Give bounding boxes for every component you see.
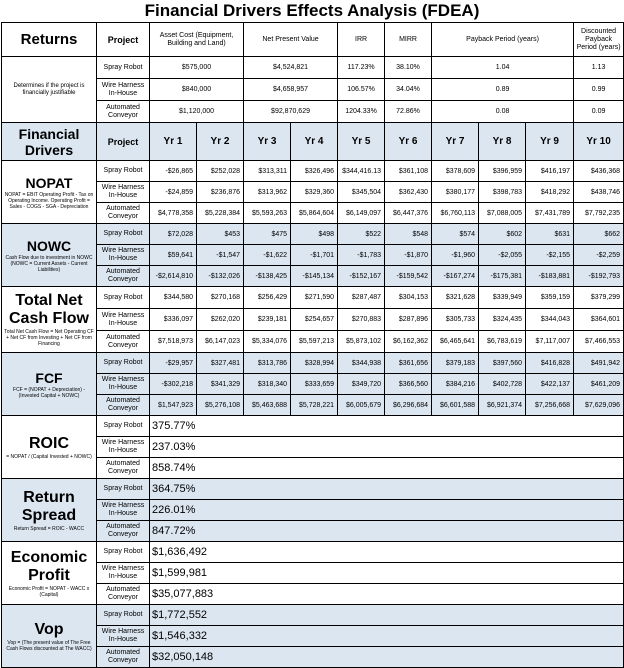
returns-col-project: Project xyxy=(97,23,150,57)
project-label: Wire Harness In-House xyxy=(97,309,150,331)
year-value: $1,547,923 xyxy=(150,395,197,416)
year-header: Yr 4 xyxy=(291,123,338,161)
project-label: Wire Harness In-House xyxy=(97,500,150,521)
year-value: -$29,957 xyxy=(150,353,197,374)
year-value: $364,601 xyxy=(574,309,624,331)
year-value: $475 xyxy=(244,224,291,245)
project-label: Automated Conveyor xyxy=(97,458,150,479)
year-value: $6,601,588 xyxy=(432,395,479,416)
returns-value: 1.13 xyxy=(574,57,624,79)
year-value: $361,108 xyxy=(385,161,432,182)
year-value: $345,504 xyxy=(338,182,385,203)
nowc-description: Cash Flow due to investment in NOWC (NOWC = Current Assets - Current Liabilities) xyxy=(5,254,93,273)
section-value: 847.72% xyxy=(150,521,624,542)
year-value: -$2,155 xyxy=(526,245,574,266)
year-value: $418,292 xyxy=(526,182,574,203)
year-value: $602 xyxy=(479,224,526,245)
data-row xyxy=(2,542,624,563)
year-value: $416,197 xyxy=(526,161,574,182)
year-value: $333,659 xyxy=(291,374,338,395)
nopat-description: NOPAT = EBIT Operating Profit - Tax on Operating Income. Operating Profit = Sales - COGS - SGA - Depreciation xyxy=(4,191,94,210)
year-value: $59,641 xyxy=(150,245,197,266)
year-value: $397,560 xyxy=(479,353,526,374)
year-value: $491,942 xyxy=(574,353,624,374)
project-label: Wire Harness In-House xyxy=(97,245,150,266)
project-label: Automated Conveyor xyxy=(97,203,150,224)
year-value: $344,580 xyxy=(150,287,197,309)
year-value: $339,949 xyxy=(479,287,526,309)
year-value: $362,430 xyxy=(385,182,432,203)
section-value: $1,636,492 xyxy=(150,542,624,563)
year-value: -$1,960 xyxy=(432,245,479,266)
returns-value: 1204.33% xyxy=(338,101,385,123)
project-label: Spray Robot xyxy=(97,57,150,79)
returns-value: $92,870,629 xyxy=(244,101,338,123)
year-value: $6,005,679 xyxy=(338,395,385,416)
total-net-cash-flow-section xyxy=(2,287,97,353)
year-value: $344,938 xyxy=(338,353,385,374)
year-value: $341,329 xyxy=(197,374,244,395)
year-header: Yr 9 xyxy=(526,123,574,161)
year-header: Yr 1 xyxy=(150,123,197,161)
project-label: Automated Conveyor xyxy=(97,521,150,542)
year-value: $416,828 xyxy=(526,353,574,374)
year-value: $422,137 xyxy=(526,374,574,395)
project-label: Automated Conveyor xyxy=(97,266,150,287)
year-value: -$132,026 xyxy=(197,266,244,287)
roic-heading: ROIC xyxy=(29,434,69,452)
year-value: $6,162,362 xyxy=(385,331,432,353)
section-value: 858.74% xyxy=(150,458,624,479)
returns-value: 0.89 xyxy=(432,79,574,101)
year-value: -$138,425 xyxy=(244,266,291,287)
year-value: -$1,783 xyxy=(338,245,385,266)
returns-value: 0.99 xyxy=(574,79,624,101)
returns-description: Determines if the project is financially justifiable xyxy=(13,83,85,96)
year-value: $328,994 xyxy=(291,353,338,374)
year-value: -$145,134 xyxy=(291,266,338,287)
data-row xyxy=(2,224,624,245)
section-value: 226.01% xyxy=(150,500,624,521)
returns-col-6: Discounted Payback Period (years) xyxy=(574,23,624,57)
project-label: Wire Harness In-House xyxy=(97,437,150,458)
economic-profit-section xyxy=(2,542,97,605)
total-net-cash-flow-heading: Total Net Cash Flow xyxy=(8,292,89,327)
fcf-heading: FCF xyxy=(35,369,63,386)
project-label: Spray Robot xyxy=(97,416,150,437)
year-value: $6,147,023 xyxy=(197,331,244,353)
returns-col-4: MIRR xyxy=(385,23,432,57)
year-value: $5,276,108 xyxy=(197,395,244,416)
drivers-header-row xyxy=(2,123,624,161)
year-value: $6,447,376 xyxy=(385,203,432,224)
project-label: Automated Conveyor xyxy=(97,584,150,605)
project-label: Spray Robot xyxy=(97,605,150,626)
data-row xyxy=(2,353,624,374)
returns-col-5: Payback Period (years) xyxy=(432,23,574,57)
year-value: $6,760,113 xyxy=(432,203,479,224)
project-label: Spray Robot xyxy=(97,542,150,563)
year-header: Yr 5 xyxy=(338,123,385,161)
year-value: $498 xyxy=(291,224,338,245)
returns-value: 117.23% xyxy=(338,57,385,79)
year-value: $344,043 xyxy=(526,309,574,331)
project-label: Wire Harness In-House xyxy=(97,563,150,584)
fdea-table xyxy=(1,22,624,668)
year-value: $7,792,235 xyxy=(574,203,624,224)
return-spread-description: Return Spread = ROIC - WACC xyxy=(13,525,85,532)
return-spread-heading: Return Spread xyxy=(21,488,77,524)
year-header: Yr 2 xyxy=(197,123,244,161)
year-value: $256,429 xyxy=(244,287,291,309)
project-label: Spray Robot xyxy=(97,287,150,309)
year-value: $5,463,688 xyxy=(244,395,291,416)
section-value: $1,772,552 xyxy=(150,605,624,626)
returns-row xyxy=(2,57,624,79)
returns-value: 106.57% xyxy=(338,79,385,101)
drivers-heading: Financial Drivers xyxy=(18,125,80,158)
year-value: $313,786 xyxy=(244,353,291,374)
year-value: -$175,381 xyxy=(479,266,526,287)
project-label: Wire Harness In-House xyxy=(97,79,150,101)
nowc-heading: NOWC xyxy=(26,237,72,254)
year-value: $7,518,973 xyxy=(150,331,197,353)
section-value: 375.77% xyxy=(150,416,624,437)
year-value: $379,183 xyxy=(432,353,479,374)
vop-section xyxy=(2,605,97,668)
fcf-section xyxy=(2,353,97,416)
year-value: -$1,622 xyxy=(244,245,291,266)
returns-value: 0.09 xyxy=(574,101,624,123)
returns-description-cell xyxy=(2,57,97,123)
year-value: $7,117,007 xyxy=(526,331,574,353)
returns-value: $1,120,000 xyxy=(150,101,244,123)
year-value: $239,181 xyxy=(244,309,291,331)
year-value: $7,629,096 xyxy=(574,395,624,416)
year-value: $336,097 xyxy=(150,309,197,331)
year-value: $380,177 xyxy=(432,182,479,203)
year-value: $438,746 xyxy=(574,182,624,203)
year-value: $384,216 xyxy=(432,374,479,395)
year-value: $327,481 xyxy=(197,353,244,374)
returns-value: 72.86% xyxy=(385,101,432,123)
year-value: $287,487 xyxy=(338,287,385,309)
year-value: -$183,881 xyxy=(526,266,574,287)
year-value: $324,435 xyxy=(479,309,526,331)
year-value: $359,159 xyxy=(526,287,574,309)
year-value: $344,416.13 xyxy=(338,161,385,182)
year-value: $287,896 xyxy=(385,309,432,331)
year-value: $662 xyxy=(574,224,624,245)
returns-value: 38.10% xyxy=(385,57,432,79)
year-value: -$1,547 xyxy=(197,245,244,266)
year-value: $461,209 xyxy=(574,374,624,395)
year-value: -$1,870 xyxy=(385,245,432,266)
project-label: Automated Conveyor xyxy=(97,647,150,668)
vop-description: Vop = (The present value of The Free Cash Flows discounted at The WACC) xyxy=(6,639,92,652)
year-value: $318,340 xyxy=(244,374,291,395)
year-value: $522 xyxy=(338,224,385,245)
year-value: $270,168 xyxy=(197,287,244,309)
year-value: $321,628 xyxy=(432,287,479,309)
page-title: Financial Drivers Effects Analysis (FDEA) xyxy=(144,1,480,20)
returns-col-2: Net Present Value xyxy=(244,23,338,57)
return-spread-section xyxy=(2,479,97,542)
year-value: $6,149,097 xyxy=(338,203,385,224)
year-value: $5,597,213 xyxy=(291,331,338,353)
year-value: $271,590 xyxy=(291,287,338,309)
year-header: Yr 8 xyxy=(479,123,526,161)
year-value: $631 xyxy=(526,224,574,245)
project-label: Spray Robot xyxy=(97,479,150,500)
year-value: $574 xyxy=(432,224,479,245)
roic-description: = NOPAT / (Capital Invested + NOWC) xyxy=(6,453,92,460)
year-value: $5,593,263 xyxy=(244,203,291,224)
returns-value: 1.04 xyxy=(432,57,574,79)
year-value: $5,873,102 xyxy=(338,331,385,353)
year-value: -$2,614,810 xyxy=(150,266,197,287)
vop-heading: Vop xyxy=(34,620,64,638)
year-value: -$159,542 xyxy=(385,266,432,287)
returns-col-1: Asset Cost (Equipment, Building and Land) xyxy=(150,23,244,57)
year-value: $6,465,641 xyxy=(432,331,479,353)
year-value: $7,088,005 xyxy=(479,203,526,224)
year-header: Yr 10 xyxy=(574,123,624,161)
year-value: $7,256,668 xyxy=(526,395,574,416)
project-label: Spray Robot xyxy=(97,161,150,182)
data-row xyxy=(2,416,624,437)
returns-value: $4,658,957 xyxy=(244,79,338,101)
drivers-section xyxy=(2,123,97,161)
project-label: Wire Harness In-House xyxy=(97,626,150,647)
year-value: $402,728 xyxy=(479,374,526,395)
year-value: $398,783 xyxy=(479,182,526,203)
year-value: $5,864,604 xyxy=(291,203,338,224)
fcf-description: FCF = (NOPAT + Depreciation) - (Invested Capital + NOWC) xyxy=(13,386,85,399)
year-value: $7,431,789 xyxy=(526,203,574,224)
section-value: $32,050,148 xyxy=(150,647,624,668)
section-value: 237.03% xyxy=(150,437,624,458)
year-value: -$2,259 xyxy=(574,245,624,266)
year-value: $270,883 xyxy=(338,309,385,331)
year-value: $262,020 xyxy=(197,309,244,331)
roic-section xyxy=(2,416,97,479)
year-value: -$152,167 xyxy=(338,266,385,287)
nopat-section xyxy=(2,161,97,224)
returns-heading-cell xyxy=(2,23,97,57)
project-label: Wire Harness In-House xyxy=(97,182,150,203)
project-label: Spray Robot xyxy=(97,224,150,245)
year-value: $5,728,221 xyxy=(291,395,338,416)
year-value: $349,720 xyxy=(338,374,385,395)
year-value: $6,783,619 xyxy=(479,331,526,353)
economic-profit-description: Economic Profit = NOPAT - WACC x (Capital) xyxy=(8,585,90,598)
year-value: $361,656 xyxy=(385,353,432,374)
year-value: $453 xyxy=(197,224,244,245)
year-header: Yr 7 xyxy=(432,123,479,161)
year-value: $5,228,384 xyxy=(197,203,244,224)
nowc-section xyxy=(2,224,97,287)
year-value: $379,299 xyxy=(574,287,624,309)
drivers-col-project: Project xyxy=(97,123,150,161)
year-value: $254,657 xyxy=(291,309,338,331)
section-value: $35,077,883 xyxy=(150,584,624,605)
year-value: -$1,701 xyxy=(291,245,338,266)
year-header: Yr 6 xyxy=(385,123,432,161)
year-value: $436,368 xyxy=(574,161,624,182)
project-label: Wire Harness In-House xyxy=(97,374,150,395)
project-label: Automated Conveyor xyxy=(97,331,150,353)
returns-value: 0.08 xyxy=(432,101,574,123)
year-value: $4,778,358 xyxy=(150,203,197,224)
year-value: $366,560 xyxy=(385,374,432,395)
year-value: $305,733 xyxy=(432,309,479,331)
year-value: -$24,859 xyxy=(150,182,197,203)
year-header: Yr 3 xyxy=(244,123,291,161)
year-value: $396,959 xyxy=(479,161,526,182)
section-value: 364.75% xyxy=(150,479,624,500)
year-value: -$302,218 xyxy=(150,374,197,395)
year-value: $548 xyxy=(385,224,432,245)
section-value: $1,546,332 xyxy=(150,626,624,647)
year-value: $5,334,076 xyxy=(244,331,291,353)
data-row xyxy=(2,605,624,626)
year-value: $72,028 xyxy=(150,224,197,245)
year-value: $252,028 xyxy=(197,161,244,182)
economic-profit-heading: Economic Profit xyxy=(10,548,88,584)
project-label: Automated Conveyor xyxy=(97,101,150,123)
data-row xyxy=(2,287,624,309)
returns-value: 34.04% xyxy=(385,79,432,101)
returns-heading: Returns xyxy=(20,30,78,48)
year-value: $313,311 xyxy=(244,161,291,182)
year-value: $7,466,553 xyxy=(574,331,624,353)
returns-header-row xyxy=(2,23,624,57)
data-row xyxy=(2,479,624,500)
year-value: -$167,274 xyxy=(432,266,479,287)
year-value: $236,876 xyxy=(197,182,244,203)
year-value: -$26,865 xyxy=(150,161,197,182)
data-row xyxy=(2,161,624,182)
returns-col-3: IRR xyxy=(338,23,385,57)
year-value: $6,296,684 xyxy=(385,395,432,416)
section-value: $1,599,981 xyxy=(150,563,624,584)
year-value: $326,496 xyxy=(291,161,338,182)
year-value: $6,921,374 xyxy=(479,395,526,416)
year-value: $313,962 xyxy=(244,182,291,203)
year-value: -$2,055 xyxy=(479,245,526,266)
year-value: -$192,793 xyxy=(574,266,624,287)
nopat-heading: NOPAT xyxy=(25,174,73,191)
returns-value: $840,000 xyxy=(150,79,244,101)
project-label: Spray Robot xyxy=(97,353,150,374)
returns-value: $575,000 xyxy=(150,57,244,79)
returns-value: $4,524,821 xyxy=(244,57,338,79)
year-value: $378,609 xyxy=(432,161,479,182)
total-net-cash-flow-description: Total Net Cash Flow = Net Operating CF + Net CF from Investing + Net CF from Financing xyxy=(4,329,94,347)
year-value: $329,360 xyxy=(291,182,338,203)
year-value: $304,153 xyxy=(385,287,432,309)
project-label: Automated Conveyor xyxy=(97,395,150,416)
